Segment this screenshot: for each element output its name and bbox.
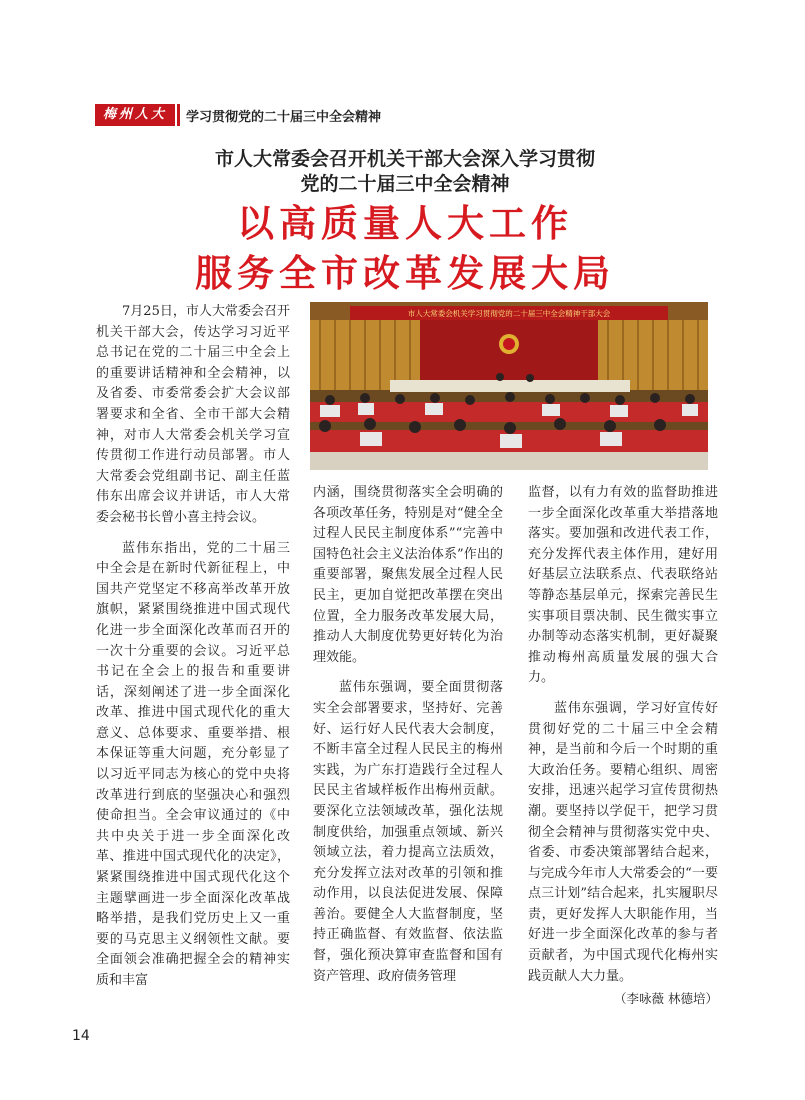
meeting-photo bbox=[310, 302, 708, 470]
subtitle-line-1: 市人大常委会召开机关干部大会深入学习贯彻 bbox=[214, 148, 595, 170]
paragraph-1: 7月25日，市人大常委会召开机关干部大会，传达学习习近平总书记在党的二十届三中全会上的重要讲话精神和全会精神，以及省委、市委常委会扩大会议部署要求和全省、全市干部大会精神，对市人大常委会机关学习宣传贯彻工作进行动员部署。市人大常委会党组副书记、副主任蓝伟东出席会议并讲话，市人大常委会秘书长曾小喜主持会议。 bbox=[96, 304, 290, 525]
headline-line-2: 服务全市改革发展大局 bbox=[195, 251, 615, 295]
article-column-2 bbox=[313, 483, 503, 987]
page-number: 14 bbox=[72, 1028, 90, 1044]
paragraph-3: 蓝伟东强调，要全面贯彻落实全会部署要求，坚持好、完善好、运行好人民代表大会制度，不断丰富全过程人民民主的梅州实践，为广东打造践行全过程人民民主省域样板作出梅州贡献。要深化立法领域改革，强化法规制度供给，加强重点领域、新兴领域立法，着力提高立法质效，充分发挥立法对改革的引领和推动作用，以良法促进发展、保障善治。要健全人大监督制度，坚持正确监督、有效监督、依法监督，强化预决算审查监督和国有资产管理、政府债务管理 bbox=[313, 680, 503, 984]
photo-banner-text: 市人大常委会机关学习贯彻党的二十届三中全会精神干部大会 bbox=[407, 309, 611, 318]
paragraph-2: 蓝伟东指出，党的二十届三中全会是在新时代新征程上，中国共产党坚定不移高举改革开放旗帜，紧紧围绕推进中国式现代化进一步全面深化改革而召开的一次十分重要的会议。习近平总书记在全会上的报告和重要讲话，深刻阐述了进一步全面深化改革、推进中国式现代化的重大意义、总体要求、重要举措、根本保证等重大问题，充分彰显了以习近平同志为核心的党中央将改革进行到底的坚强决心和强烈使命担当。全会审议通过的《中共中央关于进一步全面深化改革、推进中国式现代化的决定》，紧紧围绕推进中国式现代化这个主题擘画进一步全面深化改革战略举措，是我们党历史上又一重要的马克思主义纲领性文献。要全面领会准确把握全会的精神实质和丰富 bbox=[96, 540, 290, 988]
headline-line-1: 以高质量人大工作 bbox=[237, 201, 573, 245]
paragraph-3-continued: 监督，以有力有效的监督助推进一步全面深化改革重大举措落地落实。要加强和改进代表工作，充分发挥代表主体作用，建好用好基层立法联系点、代表联络站等静态基层单元，探索完善民生实事项目票决制、民生微实事立办制等动态落实机制，更好凝聚推动梅州高质量发展的强大合力。 bbox=[528, 485, 718, 686]
paragraph-4: 蓝伟东强调，学习好宣传好贯彻好党的二十届三中全会精神，是当前和今后一个时期的重大政治任务。要精心组织、周密安排，迅速兴起学习宣传贯彻热潮。要坚持以学促干，把学习贯彻全会精神与贯彻落实党中央、省委、市委决策部署结合起来，与完成今年市人大常委会的“一要点三计划”结合起来，扎实履职尽责，更好发挥人大职能作用，当好进一步全面深化改革的参与者贡献者，为中国式现代化梅州实践贡献人大力量。 bbox=[528, 700, 718, 984]
subtitle-line-2: 党的二十届三中全会精神 bbox=[300, 173, 510, 195]
brand-separator bbox=[177, 104, 180, 126]
article-column-1 bbox=[96, 302, 290, 992]
section-title: 学习贯彻党的二十届三中全会精神 bbox=[186, 109, 382, 125]
article-column-3 bbox=[528, 483, 718, 1010]
section-header bbox=[95, 104, 381, 126]
paragraph-2-continued: 内涵，围绕贯彻落实全会明确的各项改革任务，特别是对“健全全过程人民民主制度体系”“完善中国特色社会主义法治体系”作出的重要部署，聚焦发展全过程人民民主，更加自觉把改革摆在突出位置，全力服务改革发展大局，推动人大制度优势更好转化为治理效能。 bbox=[313, 485, 503, 665]
brand-tag: 梅州人大 bbox=[95, 104, 175, 126]
byline: （李咏薇 林德培） bbox=[614, 991, 718, 1007]
